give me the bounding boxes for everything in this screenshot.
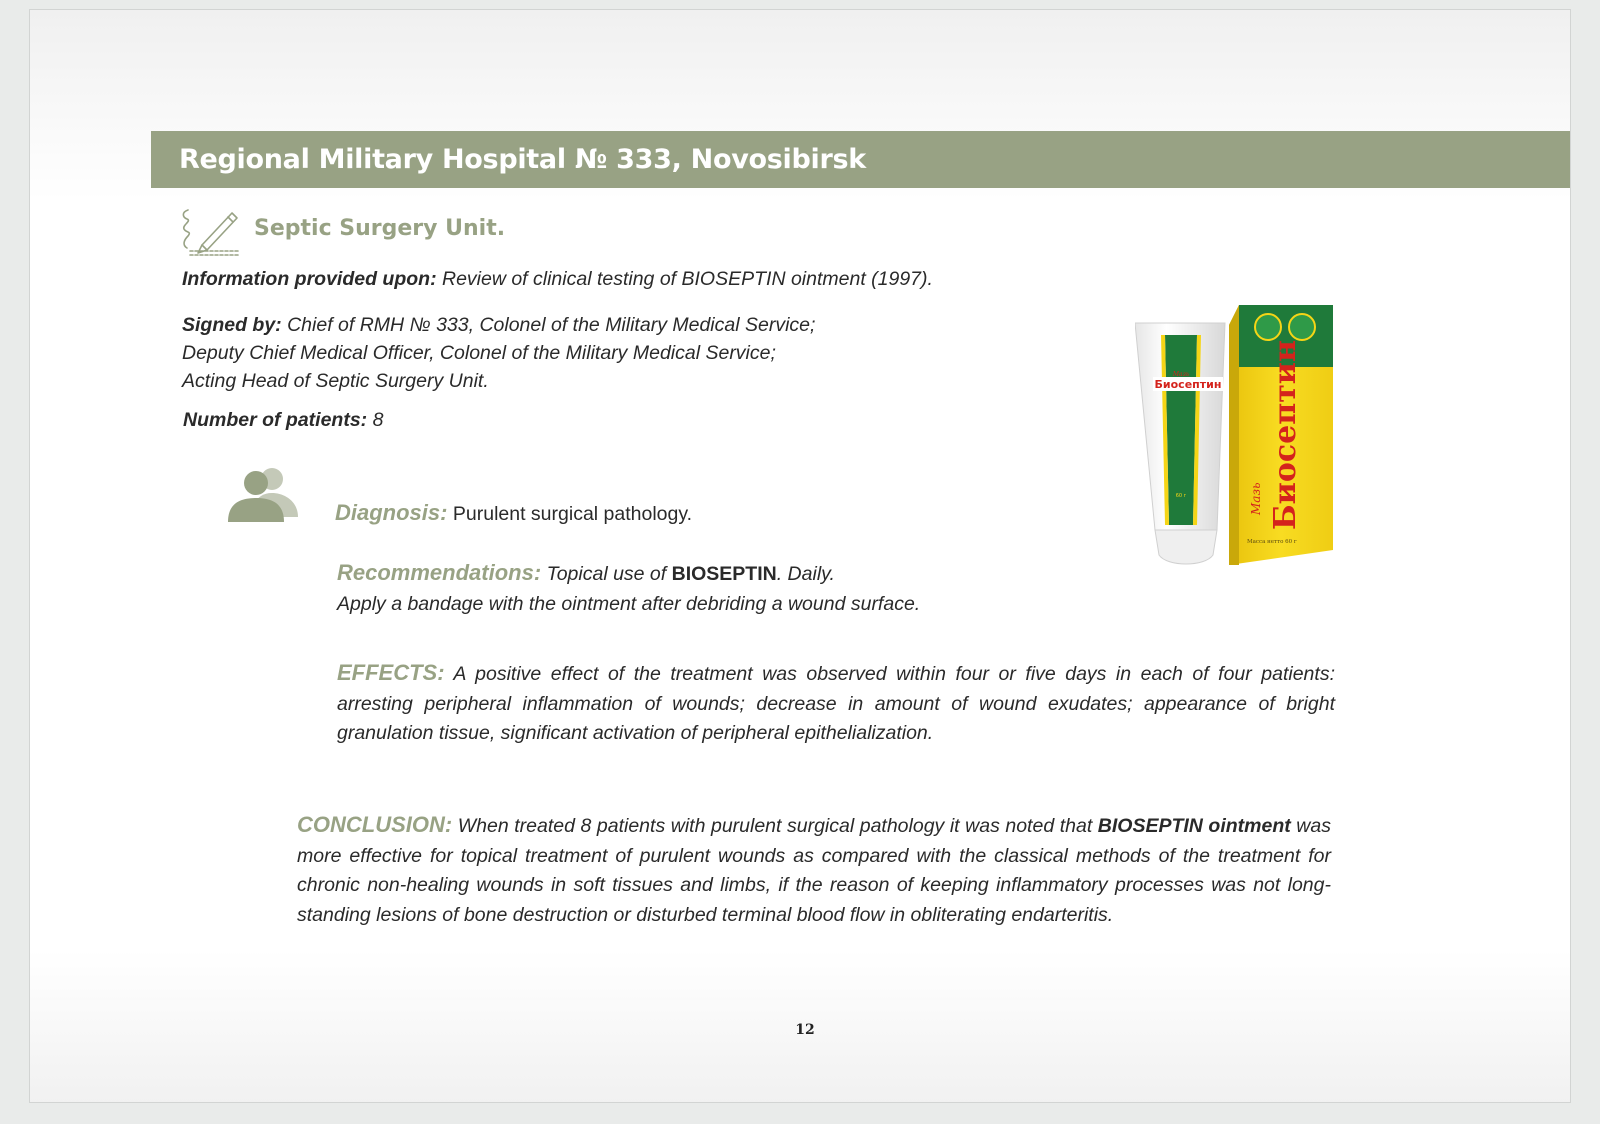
recommendations-text-b: . Daily. <box>776 563 835 585</box>
provided-label: Information provided upon: <box>182 268 437 290</box>
page-number: 12 <box>795 1022 815 1038</box>
recommendations-text-a: Topical use of <box>541 563 672 585</box>
signed-label: Signed by: <box>182 314 282 336</box>
box-small: Мазь <box>1249 482 1263 515</box>
product-box <box>1229 305 1333 565</box>
hospital-banner <box>151 131 1570 188</box>
box-brand: Биосептин <box>1268 339 1303 530</box>
info-provided <box>182 265 933 293</box>
conclusion-text-a: When treated 8 patients with purulent surgical pathology it was noted that <box>452 815 1098 837</box>
product-image <box>1135 305 1335 595</box>
conclusion-label: CONCLUSION: <box>297 812 453 837</box>
tube-brand: Биосептин <box>1154 378 1222 391</box>
diagnosis-value: Purulent surgical pathology. <box>447 503 693 525</box>
diagnosis-block <box>335 498 692 529</box>
tube-small: Мазь <box>1172 371 1190 378</box>
signed-line-2: Deputy Chief Medical Officer, Colonel of the Military Medical Service; <box>182 342 776 364</box>
conclusion-text-b: was more effective for topical treatment of purulent wounds as compared with the classical methods of the treatment for chronic non-healing wounds in soft tissues and limbs, if the reason of keeping inflammatory processes was not long-standing lesions of bone destruction or disturbed terminal blood flow in obliterating endarteritis. <box>297 815 1331 926</box>
effects-block <box>337 658 1335 749</box>
recommendations-line-2: Apply a bandage with the ointment after debriding a wound surface. <box>337 593 921 615</box>
tube-mass: 60 г <box>1175 493 1187 499</box>
signed-line-1: Chief of RMH № 333, Colonel of the Military Medical Service; <box>281 314 816 336</box>
effects-text: A positive effect of the treatment was observed within four or five days in each of four patients: arresting peripheral inflammation of wounds; decrease in amount of wound exudates; appearance of bright granulation tissue, significant activation of peripheral epithelialization. <box>337 663 1335 744</box>
signed-line-3: Acting Head of Septic Surgery Unit. <box>182 370 489 392</box>
recommendations-block <box>337 558 920 619</box>
conclusion-product: BIOSEPTIN ointment <box>1097 815 1291 837</box>
box-mass: Масса нетто 60 г <box>1247 539 1297 545</box>
provided-value: Review of clinical testing of BIOSEPTIN ointment (1997). <box>436 268 933 290</box>
product-tube <box>1135 323 1225 564</box>
recommendations-label: Recommendations: <box>337 560 542 585</box>
info-signed <box>182 311 815 395</box>
patients-value: 8 <box>367 409 384 431</box>
hospital-title: Regional Military Hospital № 333, Novosibirsk <box>179 144 866 175</box>
patients-label: Number of patients: <box>183 409 368 431</box>
conclusion-block <box>297 810 1331 930</box>
diagnosis-label: Diagnosis: <box>335 500 448 525</box>
unit-title: Septic Surgery Unit. <box>254 216 506 241</box>
effects-label: EFFECTS: <box>337 660 445 685</box>
recommendations-product: BIOSEPTIN <box>671 563 777 585</box>
info-patients <box>183 406 383 434</box>
pen-signature-icon <box>180 207 240 257</box>
patients-icon <box>226 465 300 523</box>
